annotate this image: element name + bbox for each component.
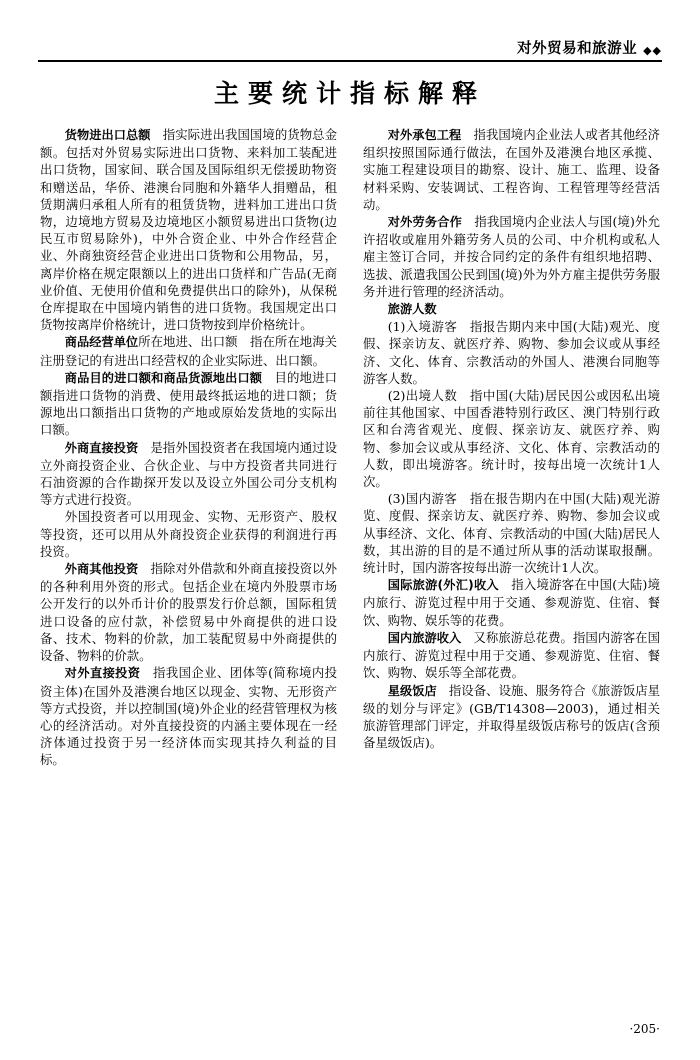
header-divider xyxy=(38,60,662,62)
paragraph xyxy=(40,439,337,509)
term-label: 商品目的进口额和商品货源地出口额 xyxy=(64,370,263,385)
term-text: 指我国企业、团体等(简称境内投资主体)在国外及港澳台地区以现金、实物、无形资产等方式投资，并以控制国(境)外企业的经营管理权为核心的经济活动。对外直接投资的内涵主要体现在一经济体通过投资于另一经济体而实现其持久利益的目标。 xyxy=(40,665,338,768)
term-text: (2)出境人数 指中国(大陆)居民因公或因私出境前往其他国家、中国香港特别行政区、澳门特别行政区和台湾省观光、度假、探亲访友、就医疗养、购物、参加会议或从事经济、文化、体育、宗教活动的人数，即出境游客。统计时，按每出境一次统计1人次。 xyxy=(363,388,660,490)
term-text: 外国投资者可以用现金、实物、无形资产、股权等投资，还可以用从外商投资企业获得的利润进行再投资。 xyxy=(40,509,337,559)
paragraph xyxy=(363,490,660,576)
paragraph xyxy=(363,213,660,300)
paragraph xyxy=(40,369,337,439)
page-number: ·205· xyxy=(629,1022,660,1036)
term-label: 星级饭店 xyxy=(387,683,437,698)
term-text: 指除对外借款和外商直接投资以外的各种利用外资的形式。包括企业在境内外股票市场公开发行的以外币计价的股票发行价总额，国际租赁进口设备的应付款，补偿贸易中外商提供的进口设备、技术、物料的价款，加工装配贸易中外商提供的设备、物料的价款。 xyxy=(40,561,338,664)
term-label: 对外直接投资 xyxy=(64,666,141,681)
term-text: 又称旅游总花费。指国内游客在国内旅行、游览过程中用于交通、参观游览、住宿、餐饮、购物、娱乐等全部花费。 xyxy=(363,629,661,681)
term-text: (3)国内游客 指在报告期内在中国(大陆)观光游览、度假、探亲访友、就医疗养、购物、参加会议或从事经济、文化、体育、宗教活动的中国(大陆)居民人数，其出游的目的是不通过所从事的活动谋取报酬。统计时，国内游客按每出游一次统计1人次。 xyxy=(363,491,660,576)
term-label: 商品经营单位 xyxy=(64,335,139,350)
paragraph xyxy=(363,682,660,752)
right-column xyxy=(363,126,660,769)
left-column xyxy=(40,126,337,769)
page-header xyxy=(38,36,662,58)
term-label: 外商直接投资 xyxy=(64,440,139,455)
paragraph xyxy=(40,333,337,368)
term-text: 所在地进、出口额 指在所在地海关注册登记的有进出口经营权的企业实际进、出口额。 xyxy=(40,334,338,368)
paragraph xyxy=(363,318,660,387)
term-label: 国际旅游(外汇)收入 xyxy=(387,578,499,593)
page-title: 主要统计指标解释 xyxy=(213,79,486,108)
term-text: (1)入境游客 指报告期内来中国(大陆)观光、度假、探亲访友、就医疗养、购物、参加会议或从事经济、文化、体育、宗教活动的外国人、港澳台同胞等游客人数。 xyxy=(363,319,660,386)
term-text: 指我国境内企业法人或者其他经济组织按照国际通行做法，在国外及港澳台地区承揽、实施工程建设项目的勘察、设计、施工、监理、设备材料采购、安装调试、工程咨询、工程管理等经营活动。 xyxy=(363,127,661,212)
term-text: 指我国境内企业法人与国(境)外允许招收或雇用外籍劳务人员的公司、中介机构或私人雇主签订合同，并按合同约定的条件有组织地招聘、选拔、派遣我国公民到国(境)外为外方雇主提供劳务服务并进行管理的经济活动。 xyxy=(363,214,661,299)
term-label: 国内旅游收入 xyxy=(387,630,462,645)
term-text: 是指外国投资者在我国境内通过设立外商投资企业、合伙企业、与中方投资者共同进行石油资源的合作勘探开发以及设立外国公司分支机构等方式进行投资。 xyxy=(40,439,338,508)
paragraph xyxy=(363,387,660,490)
paragraph xyxy=(363,629,660,682)
paragraph xyxy=(363,576,660,629)
header-title: 对外贸易和旅游业 xyxy=(517,40,638,57)
paragraph xyxy=(40,508,337,560)
term-label: 货物进出口总额 xyxy=(64,128,151,142)
paragraph xyxy=(363,300,660,318)
term-label: 旅游人数 xyxy=(387,302,437,317)
term-label: 对外劳务合作 xyxy=(387,215,462,230)
header-diamond-icon: ◆◆ xyxy=(643,44,662,57)
term-text: 目的地进口额指进口货物的消费、使用最终抵运地的进口额；货源地出口额指出口货物的产地或原始发货地的实际出口额。 xyxy=(40,369,338,438)
term-text: 指入境游客在中国(大陆)境内旅行、游览过程中用于交通、参观游览、住宿、餐饮、购物、娱乐等的花费。 xyxy=(363,577,661,628)
body-columns xyxy=(40,126,660,769)
term-text: 指实际进出我国国境的货物总金额。包括对外贸易实际进出口货物、来料加工装配进出口货物，国家间、联合国及国际组织无偿援助物资和赠送品，华侨、港澳台同胞和外籍华人捐赠品，租赁期满归承租人所有的租赁货物，进料加工进出口货物，边境地方贸易及边境地区小额贸易进出口货物(边民互市贸易除外)，中外合资企业、中外合作经营企业、外商独资经营企业进出口货物和公用物品，另，离岸价格在规定限额以上的进出口货样和广告品(无商业价值、无使用价值和免费提供出口的除外)，从保税仓库提取在中国境内销售的进口货物。我国规定出口货物按离岸价格统计，进口货物按到岸价格统计。 xyxy=(40,127,338,333)
paragraph xyxy=(363,126,660,213)
term-text: 指设备、设施、服务符合《旅游饭店星级的划分与评定》(GB/T14308—2003)，通过相关旅游管理部门评定，并取得星级饭店称号的饭店(含预备星级饭店)。 xyxy=(363,682,661,751)
term-label: 对外承包工程 xyxy=(387,128,462,142)
paragraph xyxy=(40,560,337,664)
paragraph xyxy=(40,664,337,768)
paragraph xyxy=(40,126,337,333)
term-label: 外商其他投资 xyxy=(64,562,139,577)
